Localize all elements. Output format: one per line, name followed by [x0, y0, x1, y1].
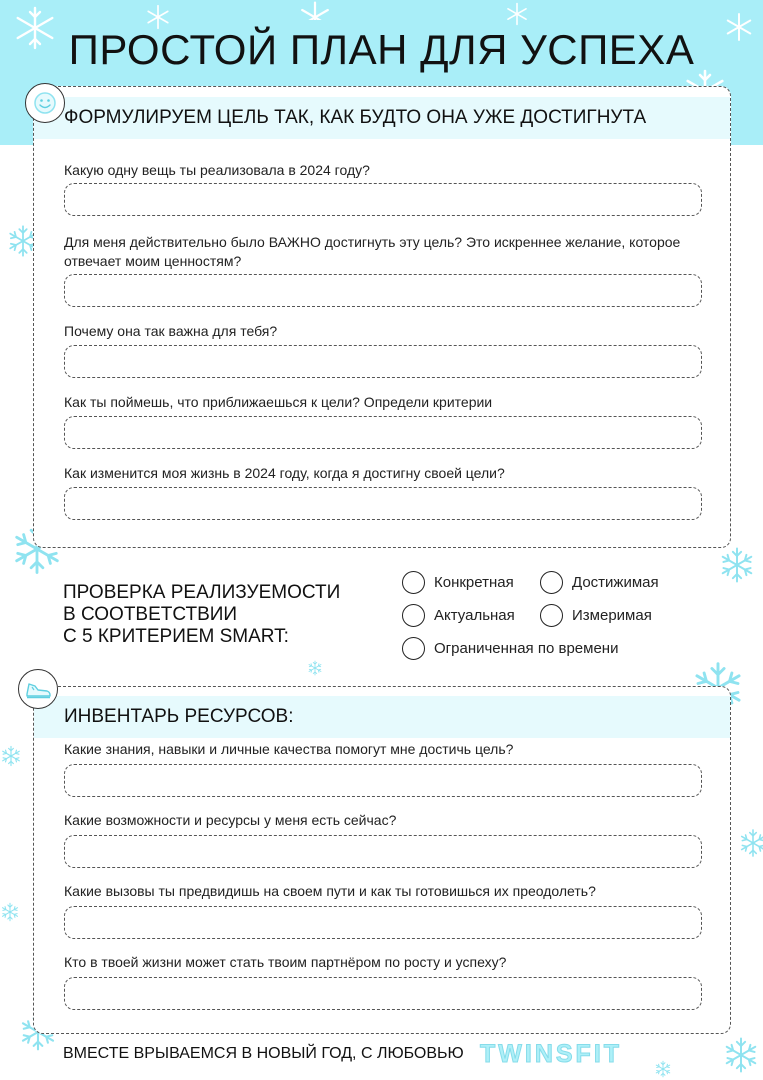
option-label: Актуальная [434, 607, 515, 624]
option-label: Ограниченная по времени [434, 640, 619, 657]
snowflake-icon [505, 2, 529, 26]
radio-circle[interactable] [402, 604, 425, 627]
resources-answer-4-field[interactable] [64, 977, 702, 1010]
radio-circle[interactable] [402, 637, 425, 660]
goal-question-5: Как изменится моя жизнь в 2024 году, когда я достигну своей цели? [64, 465, 505, 481]
goal-answer-4-field[interactable] [64, 416, 702, 449]
goal-question-2: Для меня действительно было ВАЖНО достигнуть эту цель? Это искреннее желание, которое отвечает моим ценностям? [64, 234, 681, 269]
snowflake-icon [654, 1060, 672, 1078]
smart-option-achievable[interactable] [540, 571, 659, 594]
sneaker-badge [18, 669, 58, 709]
resources-section [33, 686, 731, 1034]
footer-text: ВМЕСТЕ ВРЫВАЕМСЯ В НОВЫЙ ГОД, С ЛЮБОВЬЮ [63, 1045, 464, 1062]
goal-question-3: Почему она так важна для тебя? [64, 323, 278, 339]
smart-option-time-bound[interactable] [402, 637, 618, 660]
goal-answer-2-field[interactable] [64, 274, 702, 307]
goal-question-1: Какую одну вещь ты реализовала в 2024 году? [64, 162, 370, 178]
resources-question-2: Какие возможности и ресурсы у меня есть сейчас? [64, 812, 397, 828]
radio-circle[interactable] [540, 571, 563, 594]
smiley-badge [25, 83, 65, 123]
snowflake-icon [0, 745, 22, 767]
option-label: Конкретная [434, 574, 514, 591]
resources-section-heading: ИНВЕНТАРЬ РЕСУРСОВ: [34, 696, 730, 738]
smiley-icon [26, 84, 64, 122]
snowflake-icon [0, 902, 20, 922]
brand-logo: TWINSFIT [480, 1040, 623, 1068]
snowflake-icon [738, 828, 763, 858]
smart-label-line: ПРОВЕРКА РЕАЛИЗУЕМОСТИ [63, 582, 341, 603]
option-label: Достижимая [572, 574, 659, 591]
goal-answer-3-field[interactable] [64, 345, 702, 378]
sneaker-icon [19, 670, 57, 708]
goal-question-4: Как ты поймешь, что приближаешься к цели? Определи критерии [64, 394, 493, 410]
goal-answer-5-field[interactable] [64, 487, 702, 520]
goal-section-heading: ФОРМУЛИРУЕМ ЦЕЛЬ ТАК, КАК БУДТО ОНА УЖЕ ДОСТИГНУТА [34, 97, 730, 139]
resources-question-4: Кто в твоей жизни может стать твоим партнёром по росту и успеху? [64, 954, 507, 970]
smart-option-measurable[interactable] [540, 604, 652, 627]
smart-label-line: С 5 КРИТЕРИЕМ SMART: [63, 626, 289, 647]
resources-answer-1-field[interactable] [64, 764, 702, 797]
page-title: ПРОСТОЙ ПЛАН ДЛЯ УСПЕХА [68, 26, 695, 73]
goal-section [33, 86, 731, 548]
snowflake-icon [718, 546, 756, 584]
resources-question-1: Какие знания, навыки и личные качества помогут мне достичь цель? [64, 741, 514, 757]
goal-answer-1-field[interactable] [64, 183, 702, 216]
option-label: Измеримая [572, 607, 652, 624]
smart-option-specific[interactable] [402, 571, 514, 594]
resources-question-3: Какие вызовы ты предвидишь на своем пути и как ты готовишься их преодолеть? [64, 883, 596, 899]
snowflake-icon [307, 660, 323, 676]
snowflake-icon [722, 1036, 760, 1074]
resources-answer-2-field[interactable] [64, 835, 702, 868]
resources-answer-3-field[interactable] [64, 906, 702, 939]
radio-circle[interactable] [540, 604, 563, 627]
smart-check-label [63, 582, 340, 648]
smart-option-relevant[interactable] [402, 604, 515, 627]
radio-circle[interactable] [402, 571, 425, 594]
smart-label-line: В СООТВЕТСТВИИ [63, 604, 238, 625]
snowflake-icon [298, 0, 332, 20]
